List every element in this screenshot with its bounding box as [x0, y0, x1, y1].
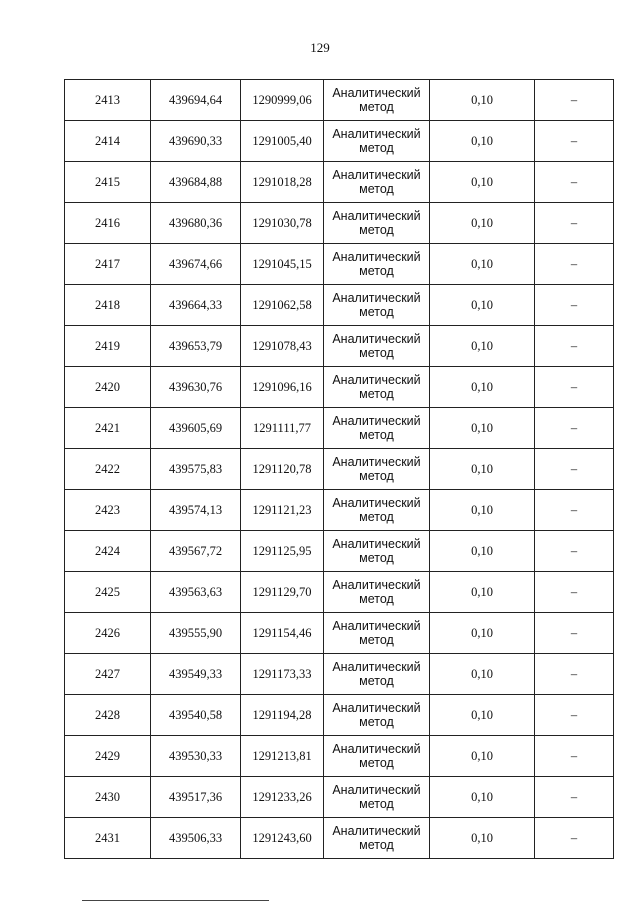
- y-coordinate-cell: 1291154,46: [241, 613, 324, 654]
- method-cell: [324, 244, 430, 285]
- table-row: [65, 244, 614, 285]
- point-number-cell: 2421: [65, 408, 151, 449]
- dash-cell: –: [535, 654, 614, 695]
- x-coordinate-cell: 439540,58: [151, 695, 241, 736]
- method-line1: Аналитический: [332, 209, 421, 223]
- accuracy-cell: 0,10: [430, 449, 535, 490]
- method-line2: метод: [359, 264, 394, 278]
- dash-cell: –: [535, 490, 614, 531]
- method-line2: метод: [359, 428, 394, 442]
- table-row: [65, 654, 614, 695]
- accuracy-cell: 0,10: [430, 408, 535, 449]
- table-row: [65, 408, 614, 449]
- y-coordinate-cell: 1291018,28: [241, 162, 324, 203]
- point-number-cell: 2422: [65, 449, 151, 490]
- method-line2: метод: [359, 223, 394, 237]
- method-cell: [324, 408, 430, 449]
- method-line2: метод: [359, 674, 394, 688]
- method-cell: [324, 285, 430, 326]
- point-number-cell: 2420: [65, 367, 151, 408]
- accuracy-cell: 0,10: [430, 490, 535, 531]
- method-cell: [324, 777, 430, 818]
- point-number-cell: 2429: [65, 736, 151, 777]
- coordinates-table: [64, 79, 614, 859]
- method-line1: Аналитический: [332, 291, 421, 305]
- method-cell: [324, 162, 430, 203]
- accuracy-cell: 0,10: [430, 531, 535, 572]
- method-line1: Аналитический: [332, 660, 421, 674]
- accuracy-cell: 0,10: [430, 654, 535, 695]
- point-number-cell: 2419: [65, 326, 151, 367]
- x-coordinate-cell: 439567,72: [151, 531, 241, 572]
- x-coordinate-cell: 439653,79: [151, 326, 241, 367]
- x-coordinate-cell: 439575,83: [151, 449, 241, 490]
- footnote-separator: [82, 900, 269, 901]
- method-line1: Аналитический: [332, 701, 421, 715]
- method-cell: [324, 490, 430, 531]
- dash-cell: –: [535, 244, 614, 285]
- accuracy-cell: 0,10: [430, 162, 535, 203]
- accuracy-cell: 0,10: [430, 244, 535, 285]
- table-row: [65, 572, 614, 613]
- table-row: [65, 531, 614, 572]
- point-number-cell: 2425: [65, 572, 151, 613]
- accuracy-cell: 0,10: [430, 818, 535, 859]
- dash-cell: –: [535, 121, 614, 162]
- x-coordinate-cell: 439563,63: [151, 572, 241, 613]
- dash-cell: –: [535, 203, 614, 244]
- accuracy-cell: 0,10: [430, 695, 535, 736]
- method-cell: [324, 367, 430, 408]
- accuracy-cell: 0,10: [430, 285, 535, 326]
- accuracy-cell: 0,10: [430, 777, 535, 818]
- y-coordinate-cell: 1291005,40: [241, 121, 324, 162]
- x-coordinate-cell: 439674,66: [151, 244, 241, 285]
- point-number-cell: 2431: [65, 818, 151, 859]
- x-coordinate-cell: 439530,33: [151, 736, 241, 777]
- method-line2: метод: [359, 551, 394, 565]
- method-line2: метод: [359, 633, 394, 647]
- y-coordinate-cell: 1291062,58: [241, 285, 324, 326]
- accuracy-cell: 0,10: [430, 203, 535, 244]
- method-line2: метод: [359, 510, 394, 524]
- method-line1: Аналитический: [332, 742, 421, 756]
- point-number-cell: 2423: [65, 490, 151, 531]
- y-coordinate-cell: 1291213,81: [241, 736, 324, 777]
- x-coordinate-cell: 439517,36: [151, 777, 241, 818]
- method-cell: [324, 572, 430, 613]
- method-line1: Аналитический: [332, 250, 421, 264]
- method-cell: [324, 736, 430, 777]
- method-line2: метод: [359, 592, 394, 606]
- dash-cell: –: [535, 572, 614, 613]
- table-row: [65, 490, 614, 531]
- method-cell: [324, 613, 430, 654]
- dash-cell: –: [535, 613, 614, 654]
- method-cell: [324, 203, 430, 244]
- method-line2: метод: [359, 756, 394, 770]
- point-number-cell: 2426: [65, 613, 151, 654]
- table-row: [65, 449, 614, 490]
- y-coordinate-cell: 1291129,70: [241, 572, 324, 613]
- method-cell: [324, 326, 430, 367]
- method-line1: Аналитический: [332, 824, 421, 838]
- y-coordinate-cell: 1291243,60: [241, 818, 324, 859]
- point-number-cell: 2428: [65, 695, 151, 736]
- table-row: [65, 613, 614, 654]
- accuracy-cell: 0,10: [430, 572, 535, 613]
- y-coordinate-cell: 1291030,78: [241, 203, 324, 244]
- accuracy-cell: 0,10: [430, 613, 535, 654]
- x-coordinate-cell: 439684,88: [151, 162, 241, 203]
- x-coordinate-cell: 439605,69: [151, 408, 241, 449]
- y-coordinate-cell: 1290999,06: [241, 80, 324, 121]
- method-line1: Аналитический: [332, 332, 421, 346]
- accuracy-cell: 0,10: [430, 367, 535, 408]
- y-coordinate-cell: 1291078,43: [241, 326, 324, 367]
- x-coordinate-cell: 439664,33: [151, 285, 241, 326]
- y-coordinate-cell: 1291233,26: [241, 777, 324, 818]
- method-cell: [324, 695, 430, 736]
- method-line1: Аналитический: [332, 127, 421, 141]
- method-line1: Аналитический: [332, 373, 421, 387]
- method-cell: [324, 654, 430, 695]
- y-coordinate-cell: 1291045,15: [241, 244, 324, 285]
- dash-cell: –: [535, 777, 614, 818]
- accuracy-cell: 0,10: [430, 80, 535, 121]
- x-coordinate-cell: 439574,13: [151, 490, 241, 531]
- y-coordinate-cell: 1291173,33: [241, 654, 324, 695]
- table-row: [65, 777, 614, 818]
- method-line2: метод: [359, 469, 394, 483]
- method-line1: Аналитический: [332, 168, 421, 182]
- x-coordinate-cell: 439694,64: [151, 80, 241, 121]
- method-line1: Аналитический: [332, 496, 421, 510]
- table-row: [65, 695, 614, 736]
- dash-cell: –: [535, 695, 614, 736]
- method-line2: метод: [359, 182, 394, 196]
- point-number-cell: 2418: [65, 285, 151, 326]
- method-cell: [324, 449, 430, 490]
- x-coordinate-cell: 439549,33: [151, 654, 241, 695]
- method-line1: Аналитический: [332, 455, 421, 469]
- x-coordinate-cell: 439555,90: [151, 613, 241, 654]
- method-line2: метод: [359, 387, 394, 401]
- table-row: [65, 121, 614, 162]
- table-row: [65, 285, 614, 326]
- y-coordinate-cell: 1291125,95: [241, 531, 324, 572]
- method-cell: [324, 818, 430, 859]
- y-coordinate-cell: 1291096,16: [241, 367, 324, 408]
- table-row: [65, 162, 614, 203]
- dash-cell: –: [535, 449, 614, 490]
- method-cell: [324, 531, 430, 572]
- dash-cell: –: [535, 367, 614, 408]
- method-cell: [324, 121, 430, 162]
- table-row: [65, 736, 614, 777]
- x-coordinate-cell: 439506,33: [151, 818, 241, 859]
- method-line2: метод: [359, 100, 394, 114]
- method-cell: [324, 80, 430, 121]
- x-coordinate-cell: 439680,36: [151, 203, 241, 244]
- dash-cell: –: [535, 736, 614, 777]
- method-line1: Аналитический: [332, 619, 421, 633]
- dash-cell: –: [535, 531, 614, 572]
- accuracy-cell: 0,10: [430, 326, 535, 367]
- y-coordinate-cell: 1291194,28: [241, 695, 324, 736]
- dash-cell: –: [535, 162, 614, 203]
- table-row: [65, 818, 614, 859]
- y-coordinate-cell: 1291111,77: [241, 408, 324, 449]
- method-line1: Аналитический: [332, 783, 421, 797]
- method-line2: метод: [359, 715, 394, 729]
- y-coordinate-cell: 1291120,78: [241, 449, 324, 490]
- table-row: [65, 326, 614, 367]
- point-number-cell: 2424: [65, 531, 151, 572]
- method-line1: Аналитический: [332, 414, 421, 428]
- dash-cell: –: [535, 818, 614, 859]
- point-number-cell: 2416: [65, 203, 151, 244]
- method-line2: метод: [359, 141, 394, 155]
- dash-cell: –: [535, 326, 614, 367]
- accuracy-cell: 0,10: [430, 736, 535, 777]
- point-number-cell: 2413: [65, 80, 151, 121]
- method-line1: Аналитический: [332, 537, 421, 551]
- table-row: [65, 367, 614, 408]
- point-number-cell: 2427: [65, 654, 151, 695]
- point-number-cell: 2414: [65, 121, 151, 162]
- method-line2: метод: [359, 346, 394, 360]
- point-number-cell: 2415: [65, 162, 151, 203]
- method-line1: Аналитический: [332, 86, 421, 100]
- dash-cell: –: [535, 80, 614, 121]
- point-number-cell: 2417: [65, 244, 151, 285]
- accuracy-cell: 0,10: [430, 121, 535, 162]
- method-line2: метод: [359, 838, 394, 852]
- dash-cell: –: [535, 408, 614, 449]
- coordinates-table-body: [65, 80, 614, 859]
- dash-cell: –: [535, 285, 614, 326]
- x-coordinate-cell: 439630,76: [151, 367, 241, 408]
- point-number-cell: 2430: [65, 777, 151, 818]
- method-line2: метод: [359, 797, 394, 811]
- table-row: [65, 203, 614, 244]
- method-line2: метод: [359, 305, 394, 319]
- method-line1: Аналитический: [332, 578, 421, 592]
- table-row: [65, 80, 614, 121]
- x-coordinate-cell: 439690,33: [151, 121, 241, 162]
- page-number: 129: [310, 40, 330, 55]
- y-coordinate-cell: 1291121,23: [241, 490, 324, 531]
